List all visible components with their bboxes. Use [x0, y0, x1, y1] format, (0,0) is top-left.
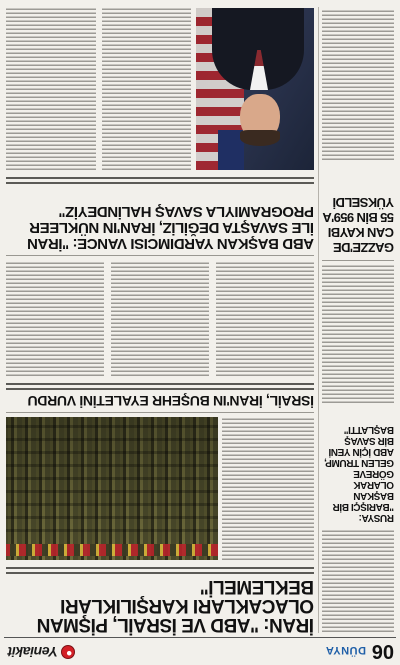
brief-body-text — [322, 528, 394, 632]
vance-subheadline — [6, 175, 314, 184]
soldier-rows — [6, 417, 218, 542]
vance-body-col-2 — [6, 8, 96, 170]
iran-headline: İRAN: "ABD VE İSRAİL, PİŞMAN OLACAKLARI KARŞILIKLARI BEKLEMELİ" — [37, 576, 314, 635]
israil-story-rule — [6, 255, 314, 256]
column-divider — [318, 7, 319, 633]
iran-body-text — [222, 417, 314, 560]
vance-photo — [196, 8, 314, 170]
page-number: 06 — [371, 640, 394, 662]
israil-body-col-2 — [111, 260, 209, 376]
header-rule — [4, 637, 396, 638]
israil-headline: İSRAİL, İRAN'IN BUŞEHR EYALETİNİ VURDU — [27, 393, 314, 409]
section-title: DÜNYA — [325, 644, 366, 656]
newspaper-logo — [8, 643, 75, 661]
left-story-rule — [322, 260, 394, 261]
flags-row — [6, 544, 218, 556]
iran-story-rule — [6, 412, 314, 413]
logo-text: Yeniakit — [8, 644, 58, 660]
logo-emblem-icon — [61, 645, 75, 659]
gazze-headline: GAZZE'DE CAN KAYBI 55 BİN 959'A YÜKSELDİ — [323, 195, 394, 255]
israil-body-col-3 — [6, 260, 104, 376]
rusya-body-text — [322, 265, 394, 403]
page-header — [0, 639, 400, 665]
vance-body-col-1 — [102, 8, 191, 170]
israil-body-col-1 — [216, 260, 314, 376]
soldiers-photo — [6, 417, 218, 560]
hair-shape — [240, 130, 280, 146]
vance-headline: ABD BAŞKAN YARDIMCISI VANCE: "İRAN İLE SAVAŞTA DEĞİLİZ, İRAN'IN NÜKLEER PROGRAMIYLA SAVAŞ HALİNDEYİZ" — [27, 203, 314, 252]
gazze-body-text — [322, 8, 394, 160]
israil-subheadline — [6, 381, 314, 390]
iran-subheadline — [6, 565, 314, 574]
rusya-headline: RUSYA: "BARIŞÇI BİR BAŞKAN OLARAK GÖREVE GELEN TRUMP, ABD İÇİN YENİ BİR SAVAŞ BAŞLATTI" — [324, 424, 394, 523]
